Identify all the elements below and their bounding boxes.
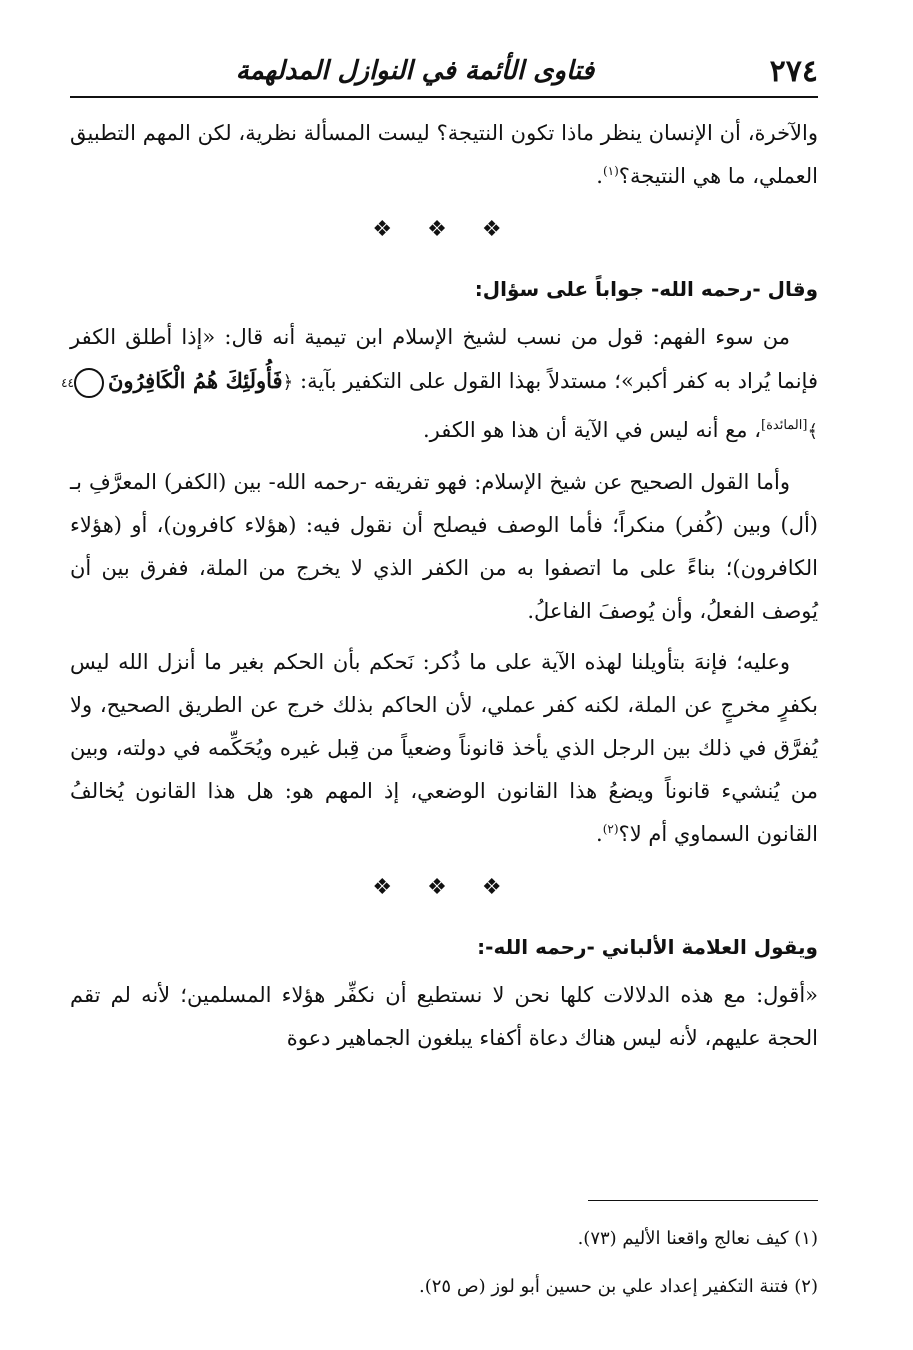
section-heading-albani: ويقول العلامة الألباني -رحمه الله-: (477, 935, 818, 959)
paragraph-continuation: والآخرة، أن الإنسان ينظر ماذا تكون النتيجة؟ ليست المسألة نظرية، لكن المهم التطبيق العملي، ما هي النتيجة؟$^{(١)}$. (70, 121, 818, 188)
paragraph-correct-view: وأما القول الصحيح عن شيخ الإسلام: فهو تفريقه -رحمه الله- بين (الكفر) المعرَّفِ بـ (أل) وبين (كُفر) منكراً؛ فأما الوصف فيصلح أن نقول فيه: (هؤلاء كافرون)، أو (هؤلاء الكافرون)؛ بناءً على ما اتصفوا به من الكفر الذي لا يخرج من الملة، ففرق بين أن يُوصف الفعلُ، وأن يُوصفَ الفاعلُ. (70, 470, 818, 623)
section-divider-2: ❖ ❖ ❖ (372, 875, 516, 900)
page-body (61, 112, 818, 1060)
page-header (70, 50, 818, 98)
footnote-ref-2: (٢) (602, 822, 619, 836)
book-page (61, 50, 818, 1310)
quran-verse: فَأُولَئِكَ هُمُ الْكَافِرُونَ (108, 368, 283, 393)
section-divider: ❖ ❖ ❖ (372, 217, 516, 242)
footnote-2: (٢) فتنة التكفير إعداد علي بن حسين أبو لوز (ص ٢٥). (419, 1276, 818, 1297)
page-number: ٢٧٤ (769, 54, 818, 89)
footnote-ref-1: (١) (602, 164, 619, 178)
verse-number-ornament: ٤٤ (74, 368, 104, 398)
surah-reference: [المائدة] (761, 418, 808, 433)
footnotes (70, 1215, 818, 1311)
header-rule (70, 96, 818, 98)
quran-bracket-open: ﴿ (282, 372, 294, 393)
footnote-rule (588, 1200, 818, 1201)
paragraph-misunderstanding: من سوء الفهم: قول من نسب لشيخ الإسلام ابن تيمية أنه قال: «إذا أطلق الكفر فإنما يُراد به كفر أكبر»؛ مستدلاً بهذا القول على التكفير بآية: ﴿فَأُولَئِكَ هُمُ الْكَافِرُونَ٤٤﴾[المائدة]، مع أنه ليس في الآية أن هذا هو الكفر. (61, 325, 818, 442)
section-heading-answer: وقال -رحمه الله- جواباً على سؤال: (474, 277, 818, 301)
paragraph-albani-quote: «أقول: مع هذه الدلالات كلها نحن لا نستطيع أن نكفِّر هؤلاء المسلمين؛ لأنه لم تقم الحجة عليهم، لأنه ليس هناك دعاة أكفاء يبلغون الجماهير دعوة (70, 983, 818, 1050)
quran-bracket-close: ﴾ (807, 421, 818, 442)
footnote-1: (١) كيف نعالج واقعنا الأليم (٧٣). (577, 1228, 818, 1249)
paragraph-ruling: وعليه؛ فإنهَ بتأويلنا لهذه الآية على ما ذُكر: نَحكم بأن الحكم بغير ما أنزل الله ليس بكفرٍ مخرجٍ عن الملة، لكنه كفر عملي، لأن الحاكم بذلك خرج عن الطريق الصحيح، ولا يُفرَّق في ذلك بين الرجل الذي يأخذ قانوناً وضعياً من قِبل غيره ويُحَكِّمه في دولته، وبين من يُنشيء قانوناً ويضعُ هذا القانون الوضعي، إذ المهم هو: هل هذا القانون يُخالفُ القانون السماوي أم لا؟$^{(٢)}$. (70, 650, 818, 846)
running-title: فتاوى الأئمة في النوازل المدلهمة (235, 56, 595, 86)
